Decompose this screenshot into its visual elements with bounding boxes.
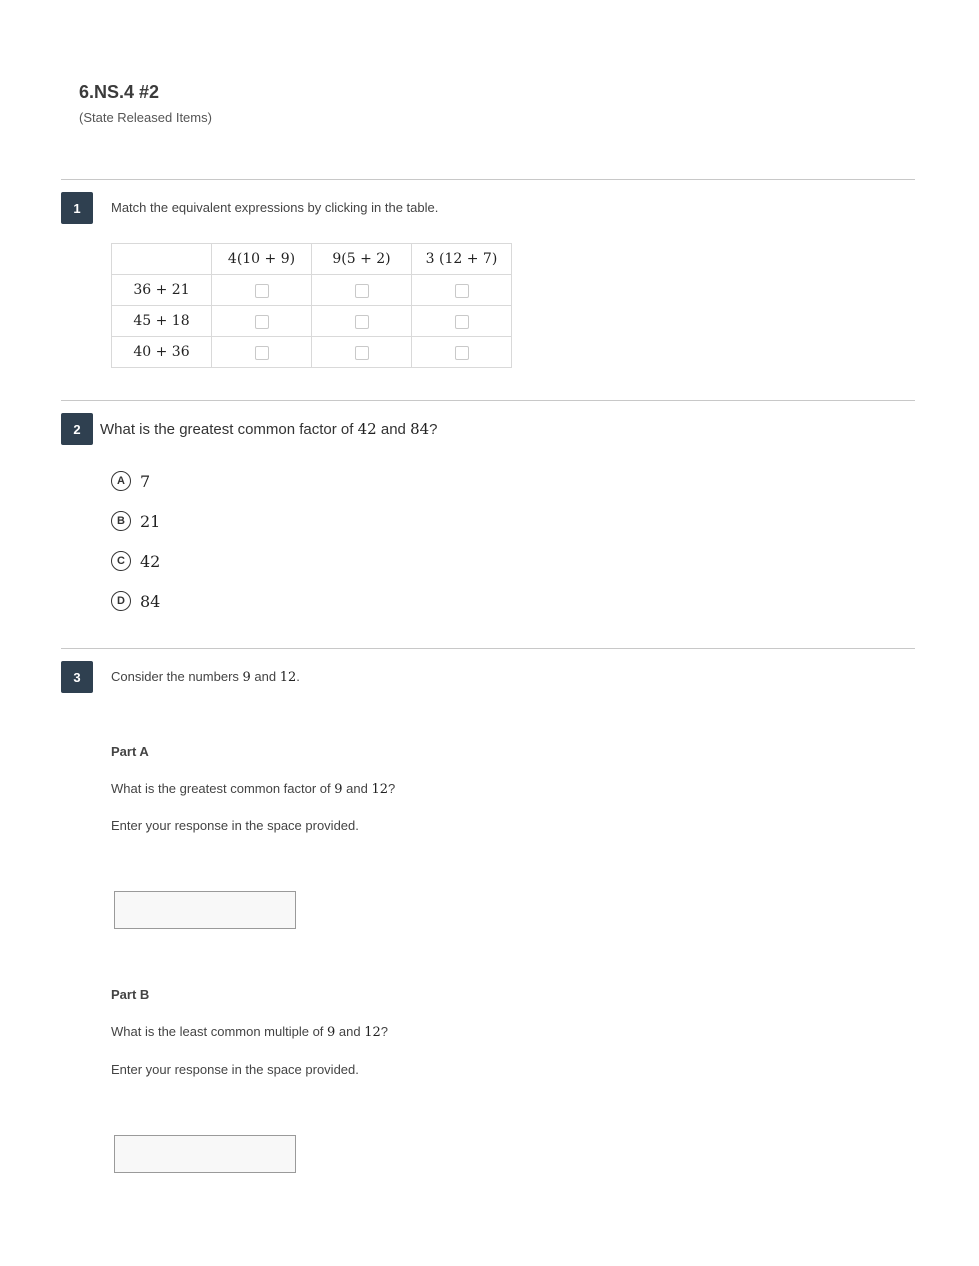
part-a-question	[111, 781, 395, 797]
row-header: 45 + 18	[112, 306, 212, 337]
table-corner-cell	[112, 244, 212, 275]
part-b-label: Part B	[111, 987, 150, 1002]
table-header-row	[112, 244, 512, 275]
match-checkbox[interactable]	[255, 284, 269, 298]
table-row	[112, 275, 512, 306]
prompt-text: and	[342, 781, 372, 796]
choice-letter[interactable]: C	[111, 551, 131, 571]
choice-value: 21	[140, 511, 161, 531]
divider	[61, 179, 915, 180]
math-number: 12	[364, 1025, 381, 1040]
part-b-instruction: Enter your response in the space provided.	[111, 1062, 359, 1077]
match-checkbox[interactable]	[255, 346, 269, 360]
prompt-text: ?	[388, 781, 396, 796]
match-cell[interactable]	[412, 275, 512, 306]
question-3-prompt	[111, 669, 300, 685]
choice-d[interactable]	[111, 591, 160, 611]
prompt-text: ?	[380, 1024, 389, 1039]
page-subtitle: (State Released Items)	[79, 110, 212, 125]
choice-letter[interactable]: B	[111, 511, 131, 531]
prompt-text: What is the greatest common factor of	[100, 421, 358, 438]
match-cell[interactable]	[412, 306, 512, 337]
match-table	[111, 243, 512, 368]
part-b-response-input[interactable]	[114, 1135, 296, 1173]
prompt-text: and	[335, 1024, 365, 1039]
row-header: 40 + 36	[112, 337, 212, 368]
prompt-text: ?	[429, 421, 438, 438]
math-number: 12	[371, 782, 389, 797]
match-cell[interactable]	[312, 275, 412, 306]
choice-letter[interactable]: D	[111, 591, 131, 611]
question-number-badge: 3	[61, 661, 93, 693]
page-title: 6.NS.4 #2	[79, 82, 160, 102]
match-cell[interactable]	[212, 275, 312, 306]
column-header: 4(10 + 9)	[212, 244, 312, 275]
match-checkbox[interactable]	[355, 315, 369, 329]
row-header: 36 + 21	[112, 275, 212, 306]
match-cell[interactable]	[212, 306, 312, 337]
choice-value: 7	[140, 471, 151, 491]
math-number: 9	[327, 1025, 336, 1040]
match-checkbox[interactable]	[455, 284, 469, 298]
match-cell[interactable]	[312, 337, 412, 368]
match-checkbox[interactable]	[455, 346, 469, 360]
part-a-label: Part A	[111, 744, 149, 759]
match-cell[interactable]	[212, 337, 312, 368]
part-b-question	[111, 1024, 388, 1040]
match-checkbox[interactable]	[455, 315, 469, 329]
prompt-text: and	[250, 669, 280, 684]
prompt-text: Consider the numbers	[111, 669, 243, 684]
match-checkbox[interactable]	[355, 284, 369, 298]
match-cell[interactable]	[312, 306, 412, 337]
prompt-text: What is the greatest common factor of	[111, 781, 335, 796]
question-2-prompt	[100, 420, 438, 438]
question-1-prompt: Match the equivalent expressions by clicking in the table.	[111, 200, 439, 215]
match-cell[interactable]	[412, 337, 512, 368]
math-number: 42	[357, 420, 377, 438]
part-a-response-input[interactable]	[114, 891, 296, 929]
choice-a[interactable]	[111, 471, 150, 491]
question-number-badge: 2	[61, 413, 93, 445]
choice-value: 42	[140, 551, 161, 571]
math-number: 9	[242, 670, 251, 685]
choice-letter[interactable]: A	[111, 471, 131, 491]
math-number: 84	[410, 420, 430, 438]
prompt-text: and	[376, 421, 411, 438]
divider	[61, 648, 915, 649]
math-number: 12	[279, 670, 297, 685]
column-header: 9(5 + 2)	[312, 244, 412, 275]
match-checkbox[interactable]	[355, 346, 369, 360]
choice-value: 84	[140, 591, 161, 611]
part-a-instruction: Enter your response in the space provided.	[111, 818, 359, 833]
table-row	[112, 306, 512, 337]
question-number-badge: 1	[61, 192, 93, 224]
choice-c[interactable]	[111, 551, 160, 571]
table-row	[112, 337, 512, 368]
column-header: 3 (12 + 7)	[412, 244, 512, 275]
math-number: 9	[334, 782, 343, 797]
match-checkbox[interactable]	[255, 315, 269, 329]
prompt-text: .	[296, 669, 300, 684]
divider	[61, 400, 915, 401]
choice-b[interactable]	[111, 511, 160, 531]
prompt-text: What is the least common multiple of	[111, 1024, 328, 1039]
